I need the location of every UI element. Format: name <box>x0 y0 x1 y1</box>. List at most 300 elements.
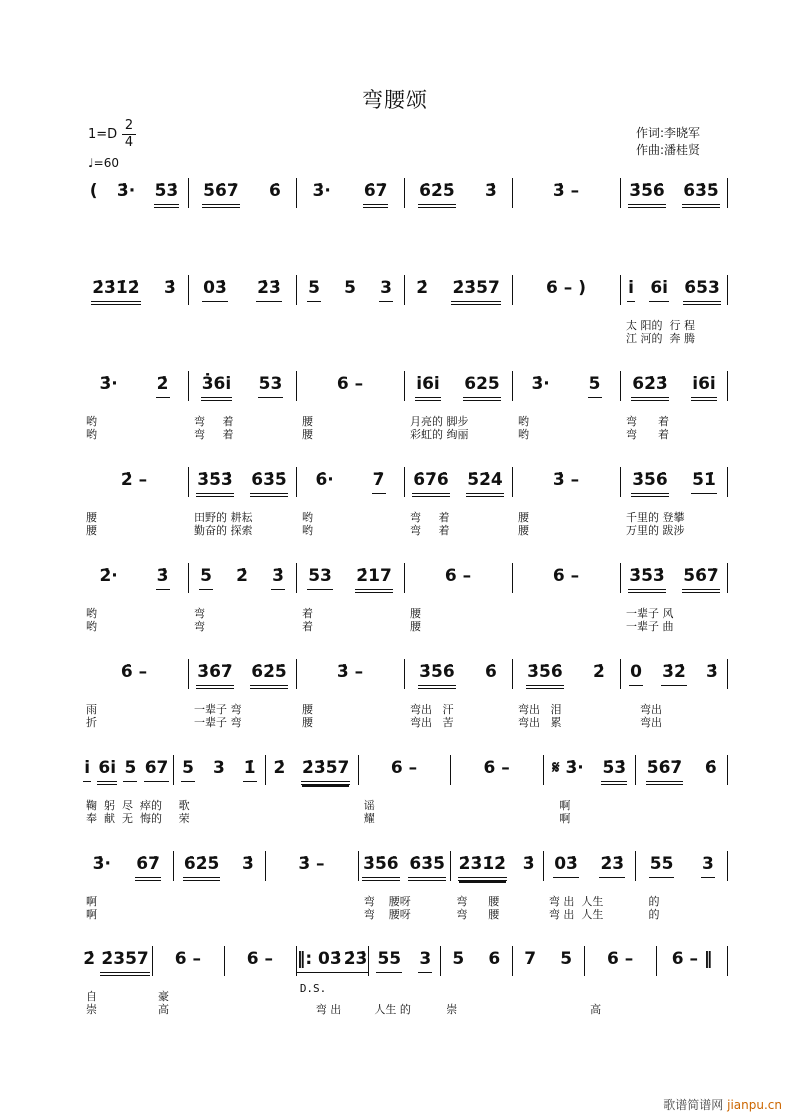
note: 2̇ <box>236 566 248 586</box>
note: 62̇3̇ <box>631 371 669 401</box>
lyric-line-1: 谣 <box>363 799 375 812</box>
barline <box>727 178 728 208</box>
note: 3̇· <box>312 181 331 201</box>
note-group <box>635 851 728 879</box>
measure <box>404 178 512 253</box>
note-group <box>80 659 188 687</box>
note: i6i <box>691 371 716 401</box>
lyric-line-1: 哟 <box>302 511 313 524</box>
measure <box>80 371 188 446</box>
barline <box>358 851 359 881</box>
note-group <box>152 946 224 974</box>
lyric-line-2: 弯 <box>194 620 205 633</box>
measure <box>620 371 728 446</box>
barline <box>620 178 621 208</box>
lyric-line-1: 田野的 耕耘 <box>194 511 253 524</box>
barline <box>635 755 636 785</box>
measure <box>512 659 620 734</box>
lyric-line-2: 啊 <box>86 908 97 921</box>
barline <box>620 275 621 305</box>
lyric-line-1: 腰 <box>518 511 529 524</box>
note: 3̇5̇6̇ <box>362 851 400 881</box>
measure <box>512 946 584 1021</box>
barline <box>404 178 405 208</box>
note: 6 – ) <box>546 278 586 298</box>
lyric-line-2: 江 河的 奔 腾 <box>626 332 695 345</box>
measure <box>152 946 224 1021</box>
note: 3 <box>418 946 432 973</box>
note-group <box>80 946 152 974</box>
note: ( <box>89 181 98 201</box>
lyric-line-2: 腰 <box>302 716 313 729</box>
lyric-line-2: 啊 <box>548 812 571 825</box>
barline <box>727 755 728 785</box>
measure <box>296 178 404 253</box>
measure <box>620 275 728 350</box>
composer: 作曲:潘桂贤 <box>636 143 701 157</box>
barline <box>450 851 451 881</box>
lyric-line-1: 弯出 <box>626 703 662 716</box>
note: 3̇· <box>531 374 550 394</box>
note-group <box>188 178 296 206</box>
note: 6̇2̇5̇ <box>183 851 221 881</box>
barline <box>512 275 513 305</box>
lyric-line-2: 崇 <box>86 1003 97 1016</box>
barline <box>512 659 513 689</box>
barline <box>404 467 405 497</box>
note: 3 <box>379 275 393 302</box>
barline <box>727 659 728 689</box>
note: 2̇3̇57 <box>301 755 350 785</box>
note: 7 <box>524 949 537 969</box>
note: 5 <box>560 949 573 969</box>
measure <box>368 946 440 1021</box>
note: 6i <box>649 275 669 302</box>
note-group <box>512 371 620 399</box>
note-group <box>80 851 173 879</box>
credits <box>636 125 700 159</box>
barline <box>512 178 513 208</box>
note-group <box>80 755 173 783</box>
barline <box>188 563 189 593</box>
lyric-line-2: 高 <box>590 1003 602 1016</box>
barline <box>620 467 621 497</box>
note-group <box>173 755 266 783</box>
note: 55 <box>649 851 675 878</box>
note: 6̇3̇5̇ <box>408 851 446 881</box>
watermark-cn: 歌谱简谱网 <box>663 1098 724 1112</box>
lyric-line-1: 腰 <box>410 607 421 620</box>
lyric-line-2: 奉 献 无 悔的 <box>86 812 162 825</box>
measure <box>296 371 404 446</box>
barline <box>512 371 513 401</box>
lyric-line-1: 月亮的 脚步 <box>410 415 469 428</box>
note: 𝄋 3̇· <box>552 758 584 778</box>
measure <box>296 467 404 542</box>
watermark-en: jianpu.cn <box>727 1098 782 1112</box>
tempo-marking: ♩=60 <box>88 156 119 170</box>
note: 3̇2̇ <box>661 659 687 686</box>
note: 6̇53 <box>683 275 721 305</box>
measure <box>404 275 512 350</box>
measure <box>450 755 543 830</box>
note: 6 – <box>444 566 472 586</box>
measure <box>620 659 728 734</box>
lyric-line-1: 豪 <box>157 990 169 1003</box>
lyric-line-2: 弯出 苦 <box>410 716 454 729</box>
note: 3̇· <box>99 374 118 394</box>
lyric-line-1: 千里的 登攀 <box>626 511 685 524</box>
note: 2̇3̇ <box>599 851 625 878</box>
note: 2̇ <box>156 371 170 398</box>
note: 55 <box>376 946 402 973</box>
note: 03̇ <box>202 275 228 302</box>
staff-row <box>80 467 728 542</box>
note: 6̇· <box>315 470 334 490</box>
barline <box>173 755 174 785</box>
barline <box>620 659 621 689</box>
note-group <box>620 178 728 206</box>
note: 3̇· <box>116 181 136 201</box>
note-group <box>404 659 512 687</box>
lyric-line-1: 哟 <box>518 415 529 428</box>
lyric-line-1: 一辈子 风 <box>626 607 674 620</box>
measure <box>296 275 404 350</box>
key-signature: 1=D <box>88 127 118 142</box>
lyric-line-1: 雨 <box>86 703 97 716</box>
note: 6 <box>488 949 501 969</box>
staff-row <box>80 755 728 830</box>
lyric-line-2: 勤奋的 探索 <box>194 524 253 537</box>
note: 6 – <box>483 758 510 778</box>
note: 5 <box>123 755 137 782</box>
measure <box>404 467 512 542</box>
note: 3̇ <box>271 563 285 590</box>
lyric-line-1: 歌 <box>178 799 190 812</box>
measure <box>188 467 296 542</box>
note-group <box>620 467 728 495</box>
measure <box>188 371 296 446</box>
measure <box>440 946 512 1021</box>
lyric-line-1: 的 <box>641 895 660 908</box>
lyric-line-1: 啊 <box>86 895 97 908</box>
note: 5̇3̇ <box>154 178 180 208</box>
note-group <box>188 371 296 399</box>
note-group <box>296 659 404 687</box>
lyric-line-2: 一辈子 曲 <box>626 620 674 633</box>
note: 3̇ <box>156 563 170 590</box>
lyric-line-2: 荣 <box>178 812 190 825</box>
note: 3̇5̇6̇ <box>631 467 669 497</box>
note: 6 – <box>552 566 580 586</box>
lyric-line-2: 一辈子 弯 <box>194 716 242 729</box>
time-signature <box>122 119 136 150</box>
barline <box>188 659 189 689</box>
note-group <box>440 946 512 974</box>
note-group <box>188 659 296 687</box>
note: i <box>83 755 91 782</box>
lyricist: 作词:李晓军 <box>636 126 701 140</box>
measure <box>584 946 656 1021</box>
lyric-line-2: 哟 <box>86 620 97 633</box>
note-group <box>584 946 656 974</box>
note: 6̇ – <box>120 662 148 682</box>
lyric-line-1: 弯 着 <box>194 415 234 428</box>
note: 2̇ <box>592 662 605 682</box>
note-group <box>368 946 440 974</box>
staff-row <box>80 659 728 734</box>
note: 5 <box>452 949 465 969</box>
note-group <box>620 275 728 303</box>
lyric-line-2: 腰 <box>410 620 421 633</box>
note-group <box>173 851 266 879</box>
note: 6 – <box>390 758 418 778</box>
note: 2̇ – <box>120 470 148 490</box>
note: 6̇2̇5̇ <box>250 659 288 689</box>
measure <box>224 946 296 1021</box>
note: 5 <box>181 755 195 782</box>
lyric-line-1: 弯 <box>194 607 205 620</box>
note: 2̇3̇57 <box>451 275 500 305</box>
barline <box>512 946 513 976</box>
note-group <box>450 851 543 879</box>
note-group <box>512 275 620 303</box>
measure <box>188 563 296 638</box>
note-group <box>296 275 404 303</box>
measure <box>80 467 188 542</box>
note: 53 <box>258 371 284 398</box>
measure <box>620 563 728 638</box>
measure <box>620 178 728 253</box>
barline <box>620 371 621 401</box>
note-group <box>296 371 404 399</box>
measure <box>80 563 188 638</box>
barline <box>635 851 636 881</box>
note: 3̇ <box>163 278 176 298</box>
note: 3̇· <box>92 854 111 874</box>
measure <box>450 851 543 926</box>
note: 2̇3̇ <box>256 275 282 302</box>
note-group <box>512 178 620 206</box>
note: 5 <box>199 563 213 590</box>
note: 3̇5̇3̇ <box>628 563 666 593</box>
note-group <box>450 755 543 783</box>
measure <box>543 755 636 830</box>
song-title: 弯腰颂 <box>362 88 428 112</box>
measure <box>265 851 358 926</box>
note: 6 – <box>174 949 202 969</box>
barline <box>265 851 266 881</box>
note: 3̇5̇6̇ <box>628 178 666 208</box>
barline <box>296 563 297 593</box>
note: 3 <box>212 758 225 778</box>
lyric-line-1: 弯 腰 <box>456 895 500 908</box>
measure <box>173 851 266 926</box>
note: 5̇1̇ <box>691 467 717 494</box>
dal-segno-marking: D.S. <box>299 982 327 995</box>
note: ‖: 03̇ <box>296 946 343 973</box>
measure <box>188 659 296 734</box>
lyric-line-2: 着 <box>302 620 313 633</box>
note: 5̇6̇7̇ <box>682 563 720 593</box>
note: 6̇7̇6̇ <box>412 467 450 497</box>
measure <box>656 946 728 1021</box>
note-group <box>224 946 296 974</box>
barline <box>404 371 405 401</box>
note-group <box>404 178 512 206</box>
note-group <box>296 946 369 974</box>
barline <box>173 851 174 881</box>
note-group <box>188 563 296 591</box>
lyric-line-2: 弯 腰呀 <box>363 908 411 921</box>
note-group <box>80 563 188 591</box>
note: 3̇ – <box>552 470 580 490</box>
measure <box>635 851 728 926</box>
time-signature-bottom: 4 <box>124 135 134 150</box>
lyric-line-2: 高 <box>157 1003 169 1016</box>
lyric-line-1: 鞠 躬 尽 瘁的 <box>86 799 162 812</box>
barline <box>512 467 513 497</box>
note: 2̇ <box>273 758 286 778</box>
note: 3̇ – <box>298 854 325 874</box>
note-group <box>80 371 188 399</box>
note-group <box>265 851 358 879</box>
note-group <box>265 755 358 783</box>
note: 2̇3̇1̇2̇ <box>458 851 507 881</box>
note: 6̇ <box>268 181 281 201</box>
lyric-line-2: 崇 <box>446 1003 458 1016</box>
note: 6̇ <box>704 758 717 778</box>
note: 2̇ <box>416 278 429 298</box>
lyric-line-2: 万里的 跋涉 <box>626 524 685 537</box>
note: 53 <box>307 563 333 590</box>
lyric-line-2: 折 <box>86 716 97 729</box>
barline <box>265 755 266 785</box>
note: 5 <box>588 371 602 398</box>
staff-row <box>80 371 728 446</box>
note-group <box>635 755 728 783</box>
lyric-line-1: 着 <box>302 607 313 620</box>
barline <box>543 851 544 881</box>
measure <box>80 659 188 734</box>
barline <box>404 275 405 305</box>
barline <box>543 755 544 785</box>
note: 3̇ <box>484 181 497 201</box>
watermark <box>663 1096 782 1113</box>
lyric-line-1: 弯 着 <box>626 415 669 428</box>
note: 6̇3̇5̇ <box>682 178 720 208</box>
note-group <box>543 851 636 879</box>
measure <box>404 659 512 734</box>
lyric-line-2: 彩虹的 绚丽 <box>410 428 469 441</box>
lyric-line-2: 耀 <box>363 812 375 825</box>
note: 6̇3̇5̇ <box>250 467 288 497</box>
note: 5̇6̇7̇ <box>202 178 240 208</box>
note: 6 – ‖ <box>671 949 713 969</box>
note-group <box>296 563 404 591</box>
lyric-line-2: 弯 腰 <box>456 908 500 921</box>
barline <box>404 659 405 689</box>
barline <box>296 467 297 497</box>
note: 3 <box>701 851 715 878</box>
lyric-line-1: 太 阳的 行 程 <box>626 319 695 332</box>
barline <box>450 755 451 785</box>
barline <box>188 467 189 497</box>
note-group <box>404 563 512 591</box>
measure <box>512 563 620 638</box>
staff-row <box>80 563 728 638</box>
note-group <box>620 659 728 687</box>
measure <box>296 659 404 734</box>
note-group <box>80 467 188 495</box>
note: 2̇357 <box>100 946 149 976</box>
note: 3̇5̇6̇ <box>526 659 564 689</box>
measure <box>188 178 296 253</box>
staff-row <box>80 178 728 253</box>
lyric-line-2: 弯 出 人生 <box>548 908 604 921</box>
note: 625 <box>463 371 501 401</box>
note-group <box>512 563 620 591</box>
note-group <box>296 467 404 495</box>
note: 5̇3̇ <box>601 755 627 785</box>
note: 3̇ – <box>336 662 364 682</box>
note: 67 <box>144 755 170 782</box>
barline <box>296 659 297 689</box>
lyric-line-1: 哟 <box>86 415 97 428</box>
barline <box>152 946 153 976</box>
note: 2̇17 <box>355 563 393 593</box>
barline <box>727 851 728 881</box>
lyric-line-2: 人生 的 <box>374 1003 411 1016</box>
note: 5 <box>344 278 356 298</box>
lyric-line-2: 弯出 <box>626 716 662 729</box>
lyric-line-2: 哟 <box>86 428 97 441</box>
lyric-line-1: 弯 腰呀 <box>363 895 411 908</box>
note-group <box>188 467 296 495</box>
note-group <box>620 563 728 591</box>
note: 3̇ <box>522 854 535 874</box>
barline <box>512 563 513 593</box>
lyric-line-1: 弯 出 人生 <box>548 895 604 908</box>
note: 2̇ <box>83 949 96 969</box>
note: 2̇3̇ <box>343 946 369 973</box>
measure <box>80 178 188 253</box>
measure <box>512 275 620 350</box>
measure <box>404 563 512 638</box>
lyric-line-2: 哟 <box>302 524 313 537</box>
measure <box>173 755 266 830</box>
barline <box>440 946 441 976</box>
barline <box>358 755 359 785</box>
note-group <box>188 275 296 303</box>
note: 6̇2̇5̇ <box>418 178 456 208</box>
lyric-line-2: 弯出 累 <box>518 716 562 729</box>
note: 3̇6̇7̇ <box>196 659 234 689</box>
measure <box>512 178 620 253</box>
staff-row <box>80 946 728 1021</box>
measure <box>80 851 173 926</box>
lyric-line-1: 弯出 汗 <box>410 703 454 716</box>
note: 3̇5̇3̇ <box>196 467 234 497</box>
measure <box>80 755 173 830</box>
lyric-line-1: 自 <box>86 990 97 1003</box>
measure <box>188 275 296 350</box>
barline <box>727 563 728 593</box>
note: 6̇7̇ <box>135 851 161 881</box>
measure <box>512 371 620 446</box>
barline <box>224 946 225 976</box>
note: 6 – <box>336 374 364 394</box>
